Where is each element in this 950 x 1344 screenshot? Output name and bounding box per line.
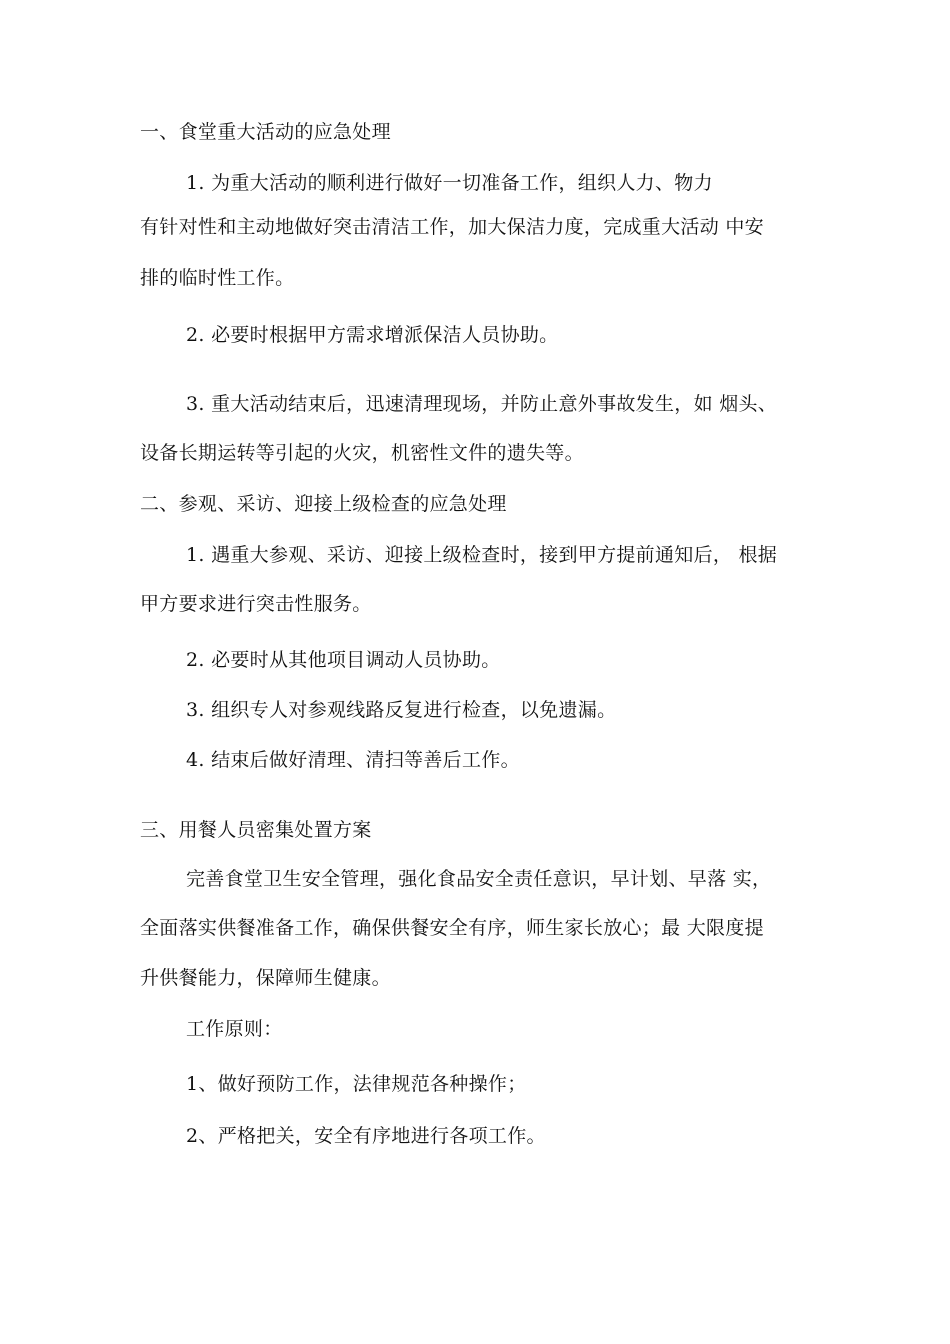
section3-paragraph-line3: 升供餐能力，保障师生健康。 [140,967,391,989]
section2-item1-line2: 甲方要求进行突击性服务。 [140,593,372,615]
section1-item3-line1: 3. 重大活动结束后，迅速清理现场，并防止意外事故发生，如 烟头、 [186,393,778,415]
principle-1: 1、做好预防工作，法律规范各种操作； [186,1073,527,1095]
section-heading-2: 二、参观、采访、迎接上级检查的应急处理 [140,493,507,515]
section2-item1-line1: 1. 遇重大参观、采访、迎接上级检查时，接到甲方提前通知后， 根据 [186,544,778,566]
section2-item4: 4. 结束后做好清理、清扫等善后工作。 [186,749,520,771]
principles-label: 工作原则： [186,1018,283,1040]
section-heading-1: 一、食堂重大活动的应急处理 [140,121,391,143]
section3-paragraph-line2: 全面落实供餐准备工作，确保供餐安全有序，师生家长放心；最 大限度提 [140,917,764,939]
section1-item1-line3: 排的临时性工作。 [140,267,295,289]
section2-item3: 3. 组织专人对参观线路反复进行检查，以免遗漏。 [186,699,617,721]
section3-paragraph-line1: 完善食堂卫生安全管理，强化食品安全责任意识，早计划、早落 实， [186,868,772,890]
section1-item1-line1: 1. 为重大活动的顺利进行做好一切准备工作，组织人力、物力 [186,172,713,194]
section1-item2: 2. 必要时根据甲方需求增派保洁人员协助。 [186,324,559,346]
section1-item1-line2: 有针对性和主动地做好突击清洁工作，加大保洁力度，完成重大活动 中安 [140,216,764,238]
principle-2: 2、严格把关，安全有序地进行各项工作。 [186,1125,546,1147]
section2-item2: 2. 必要时从其他项目调动人员协助。 [186,649,501,671]
section-heading-3: 三、用餐人员密集处置方案 [140,819,372,841]
section1-item3-line2: 设备长期运转等引起的火灾，机密性文件的遗失等。 [140,442,584,464]
